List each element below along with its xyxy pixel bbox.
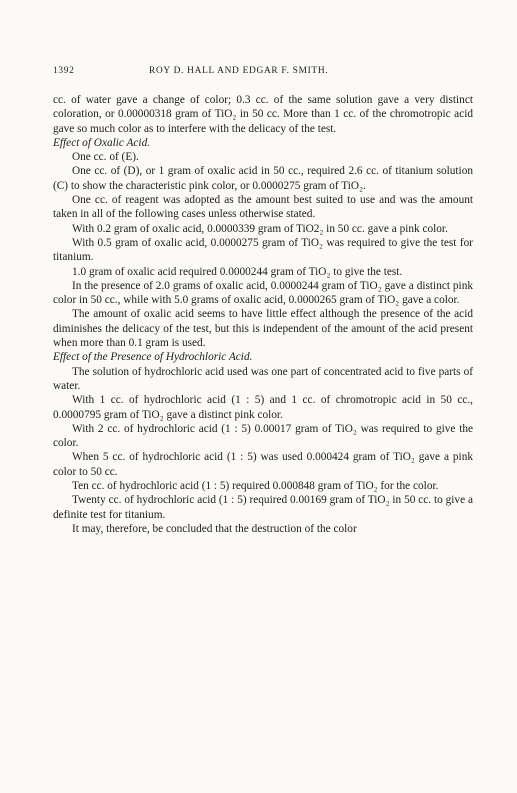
- page-number: 1392: [53, 66, 75, 76]
- section-heading-hydrochloric-acid: Effect of the Presence of Hydrochloric Acid.: [53, 351, 253, 364]
- paragraph: With 2 cc. of hydrochloric acid (1 : 5) 0.00017 gram of TiO₂ was required to give the color.: [53, 422, 473, 450]
- paragraph: Twenty cc. of hydrochloric acid (1 : 5) required 0.00169 gram of TiO₂ in 50 cc. to give a definite test for titanium.: [53, 494, 473, 521]
- paragraph: One cc. of (E).: [72, 151, 139, 164]
- paragraph: The solution of hydrochloric acid used was one part of concentrated acid to five parts of water.: [53, 365, 473, 392]
- paragraph: It may, therefore, be concluded that the destruction of the color: [72, 522, 357, 535]
- paragraph: In the presence of 2.0 grams of oxalic acid, 0.0000244 gram of TiO₂ gave a distinct pink color in 50 cc., while with 5.0 grams of oxalic acid, 0.0000265 gram of TiO₂ gave a color.: [53, 279, 473, 307]
- paragraph: With 0.2 gram of oxalic acid, 0.0000339 gram of TiO2₂ in 50 cc. gave a pink color.: [72, 222, 448, 235]
- paragraph: One cc. of (D), or 1 gram of oxalic acid in 50 cc., required 2.6 cc. of titanium solution (C) to show the characteristic pink color, or 0.0000275 gram of TiO₂.: [53, 165, 473, 192]
- paragraph: Ten cc. of hydrochloric acid (1 : 5) required 0.000848 gram of TiO₂ for the color.: [72, 480, 439, 493]
- paragraph: When 5 cc. of hydrochloric acid (1 : 5) was used 0.000424 gram of TiO₂ gave a pink color to 50 cc.: [53, 451, 473, 478]
- paragraph: cc. of water gave a change of color; 0.3 cc. of the same solution gave a very distinct coloration, or 0.00000318 gram of TiO₂ in 50 cc. More than 1 cc. of the chromotropic acid gave so much color as to interfere with the delicacy of the test.: [53, 94, 473, 135]
- journal-page: [53, 66, 473, 536]
- running-head: [53, 66, 473, 82]
- paragraph: With 1 cc. of hydrochloric acid (1 : 5) and 1 cc. of chromotropic acid in 50 cc., 0.0000795 gram of TiO₂ gave a distinct pink color.: [53, 394, 473, 421]
- paragraph: The amount of oxalic acid seems to have little effect although the presence of the acid diminishes the delicacy of the test, but this is independent of the amount of the acid present when more than 0.1 gram is used.: [53, 308, 473, 350]
- paragraph: One cc. of reagent was adopted as the amount best suited to use and was the amount taken in all of the following cases unless otherwise stated.: [53, 194, 473, 221]
- section-heading-oxalic-acid: Effect of Oxalic Acid.: [53, 136, 151, 149]
- paragraph: 1.0 gram of oxalic acid required 0.0000244 gram of TiO₂ to give the test.: [72, 265, 403, 278]
- running-head-authors: ROY D. HALL AND EDGAR F. SMITH.: [149, 66, 329, 76]
- body-text: [53, 93, 473, 536]
- paragraph: With 0.5 gram of oxalic acid, 0.0000275 gram of TiO₂ was required to give the test for titanium.: [53, 236, 473, 264]
